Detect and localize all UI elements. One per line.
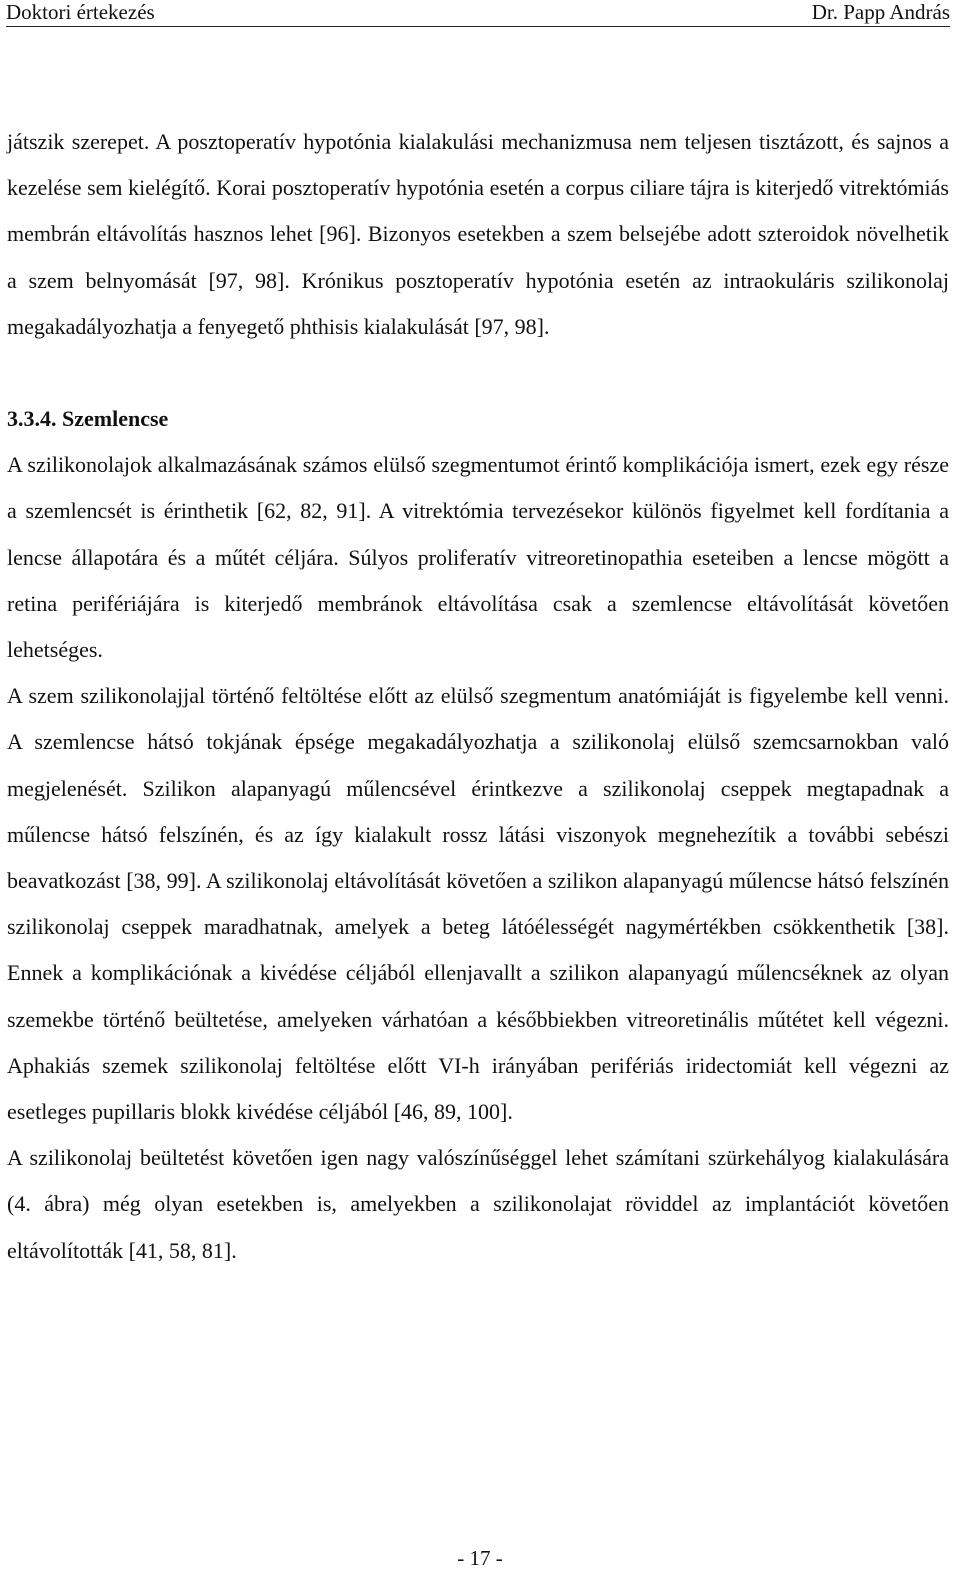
- page-header: [6, 0, 950, 27]
- document-body: [7, 119, 949, 1274]
- header-document-type: Doktori értekezés: [6, 0, 155, 24]
- paragraph-lens-complications: A szilikonolajok alkalmazásának számos elülső szegmentumot érintő komplikációja ismert, ezek egy része a szemlencsét is érinthetik [62, 82, 91]. A vitrektómia tervezésekor különös figyelmet kell fordítania a lencse állapotára és a műtét céljára. Súlyos proliferatív vitreoretinopathia eseteiben a lencse mögött a retina perifériájára is kiterjedő membránok eltávolítása csak a szemlencse eltávolítását követően lehetséges.: [7, 452, 949, 663]
- section-heading: 3.3.4. Szemlencse: [7, 406, 169, 432]
- page-number: - 17 -: [457, 1546, 503, 1570]
- paragraph-cataract: A szilikonolaj beültetést követően igen nagy valószínűséggel lehet számítani szürkehályog kialakulására (4. ábra) még olyan esetekben is, amelyekben a szilikonolajat röviddel az implantációt követően eltávolították [41, 58, 81].: [7, 1145, 949, 1263]
- paragraph-anterior-segment: A szem szilikonolajjal történő feltöltése előtt az elülső szegmentum anatómiáját is figyelembe kell venni. A szemlencse hátsó tokjának épsége megakadályozhatja a szilikonolaj elülső szemcsarnokban való megjelenését. Szilikon alapanyagú műlencsével érintkezve a szilikonolaj cseppek megtapadnak a műlencse hátsó felszínén, és az így kialakult rossz látási viszonyok megnehezítik a további sebészi beavatkozást [38, 99]. A szilikonolaj eltávolítását követően a szilikon alapanyagú műlencse hátsó felszínén szilikonolaj cseppek maradhatnak, amelyek a beteg látóélességét nagymértékben csökkenthetik [38]. Ennek a komplikációnak a kivédése céljából ellenjavallt a szilikon alapanyagú műlencséknek az olyan szemekbe történő beültetése, amelyeken várhatóan a későbbiekben vitreoretinális műtétet kell végezni. Aphakiás szemek szilikonolaj feltöltése előtt VI-h irányában perifériás iridectomiát kell végezni az esetleges pupillaris blokk kivédése céljából [46, 89, 100].: [7, 683, 949, 1125]
- paragraph-hypotonia: játszik szerepet. A posztoperatív hypotónia kialakulási mechanizmusa nem teljesen tisztázott, és sajnos a kezelése sem kielégítő. Korai posztoperatív hypotónia esetén a corpus ciliare tájra is kiterjedő vitrektómiás membrán eltávolítás hasznos lehet [96]. Bizonyos esetekben a szem belsejébe adott szteroidok növelhetik a szem belnyomását [97, 98]. Krónikus posztoperatív hypotónia esetén az intraokuláris szilikonolaj megakadályozhatja a fenyegető phthisis kialakulását [97, 98].: [7, 129, 949, 339]
- header-author: Dr. Papp András: [811, 0, 950, 24]
